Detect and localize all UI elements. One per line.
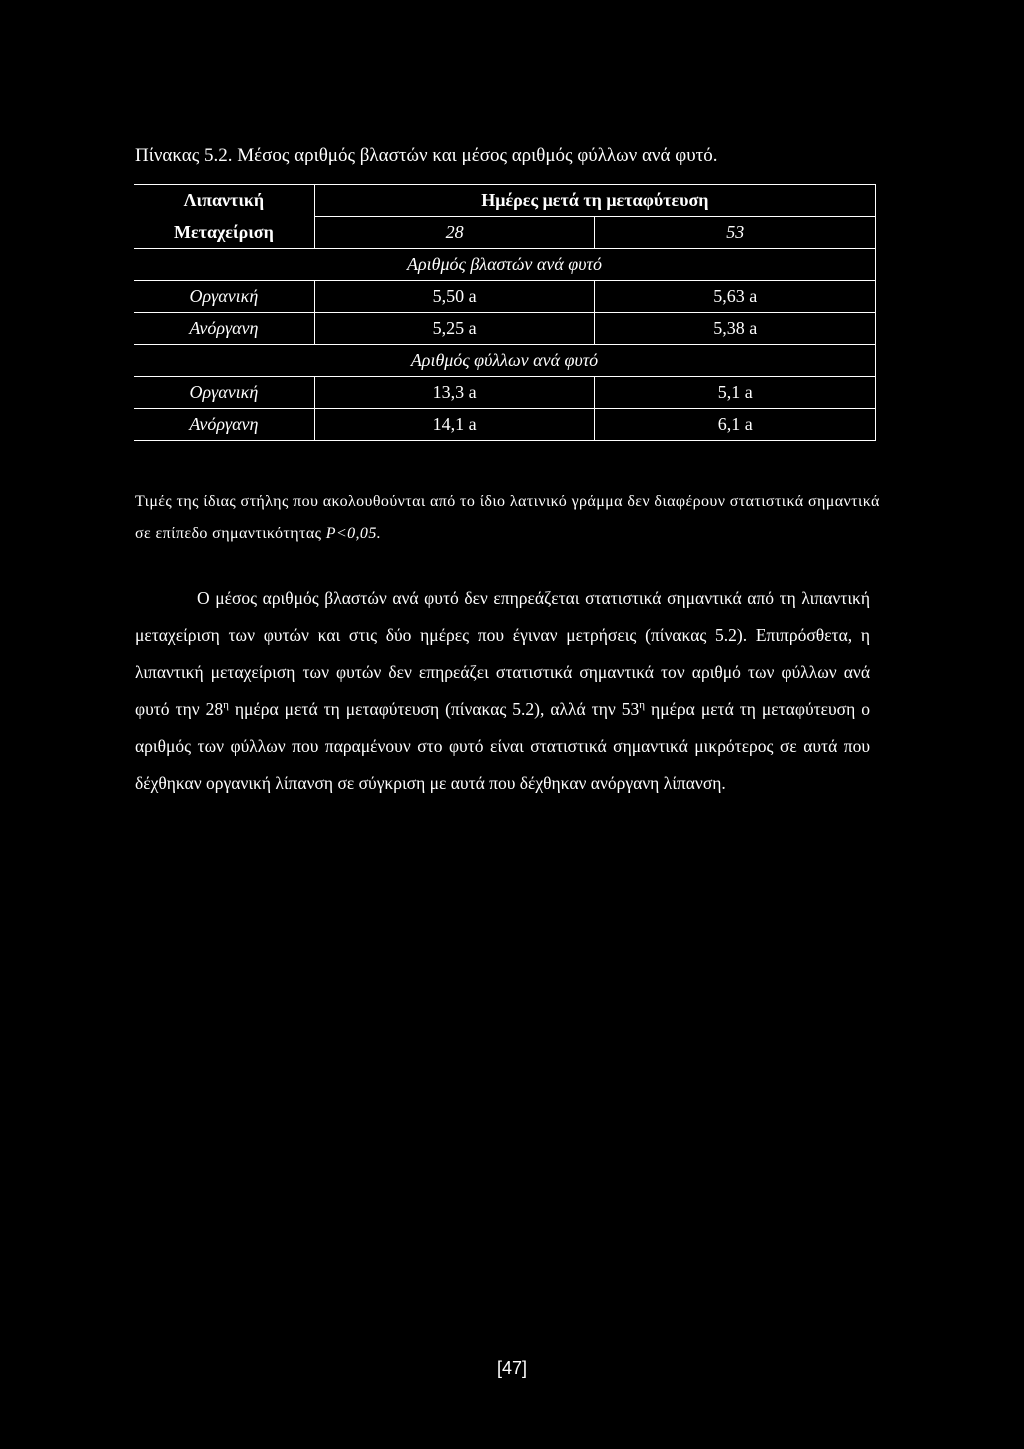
row-treatment: Οργανική	[134, 281, 314, 313]
paragraph-part-2: ημέρα μετά τη μεταφύτευση (πίνακας 5.2), αλλά την 53	[228, 699, 640, 719]
row-value-28: 13,3 a	[314, 377, 595, 409]
page-number: [47]	[496, 1358, 528, 1378]
header-treatment-line2: Μεταχείριση	[134, 217, 314, 249]
row-value-28: 5,25 a	[314, 313, 595, 345]
row-treatment: Ανόργανη	[134, 409, 314, 441]
table-caption: Πίνακας 5.2. Μέσος αριθμός βλαστών και μέσος αριθμός φύλλων ανά φυτό.	[135, 145, 718, 166]
row-value-53: 5,1 a	[595, 377, 876, 409]
ordinal-superscript: η	[223, 699, 229, 712]
row-value-28: 5,50 a	[314, 281, 595, 313]
row-value-53: 5,63 a	[595, 281, 876, 313]
row-value-28: 14,1 a	[314, 409, 595, 441]
row-treatment: Ανόργανη	[134, 313, 314, 345]
body-paragraph	[135, 580, 870, 802]
results-table	[134, 184, 876, 441]
header-days: Ημέρες μετά τη μεταφύτευση	[314, 185, 875, 217]
table-footnote	[135, 486, 880, 550]
header-day-28: 28	[314, 217, 595, 249]
header-day-53: 53	[595, 217, 876, 249]
row-treatment: Οργανική	[134, 377, 314, 409]
ordinal-superscript: η	[639, 699, 646, 712]
footnote-text: Τιμές της ίδιας στήλης που ακολουθούνται από το ίδιο λατινικό γράμμα δεν διαφέρουν στατιστικά σημαντικά σε επίπεδο σημαντικότητας	[135, 493, 880, 542]
header-treatment-line1: Λιπαντική	[134, 185, 314, 217]
row-value-53: 6,1 a	[595, 409, 876, 441]
footnote-pvalue: P<0,05.	[325, 525, 382, 542]
paragraph-part-3: ημέρα μετά τη μεταφύτευση ο αριθμός των φύλλων που παραμένουν στο φυτό είναι στατιστικά σημαντικά μικρότερος σε αυτά που δέχθηκαν οργανική λίπανση σε σύγκριση με αυτά που δέχθηκαν ανόργανη λίπανση.	[135, 699, 870, 793]
paragraph-part-1: Ο μέσος αριθμός βλαστών ανά φυτό δεν επηρεάζεται στατιστικά σημαντικά από τη λιπαντική μεταχείριση των φυτών και στις δύο ημέρες που έγιναν μετρήσεις (πίνακας 5.2). Επιπρόσθετα, η λιπαντική μεταχείριση των φυτών δεν επηρεάζει στατιστικά σημαντικά τον αριθμό των φύλλων ανά φυτό την 28	[135, 588, 870, 719]
row-value-53: 5,38 a	[595, 313, 876, 345]
section-title-leaves: Αριθμός φύλλων ανά φυτό	[134, 345, 876, 377]
section-title-shoots: Αριθμός βλαστών ανά φυτό	[134, 249, 876, 281]
